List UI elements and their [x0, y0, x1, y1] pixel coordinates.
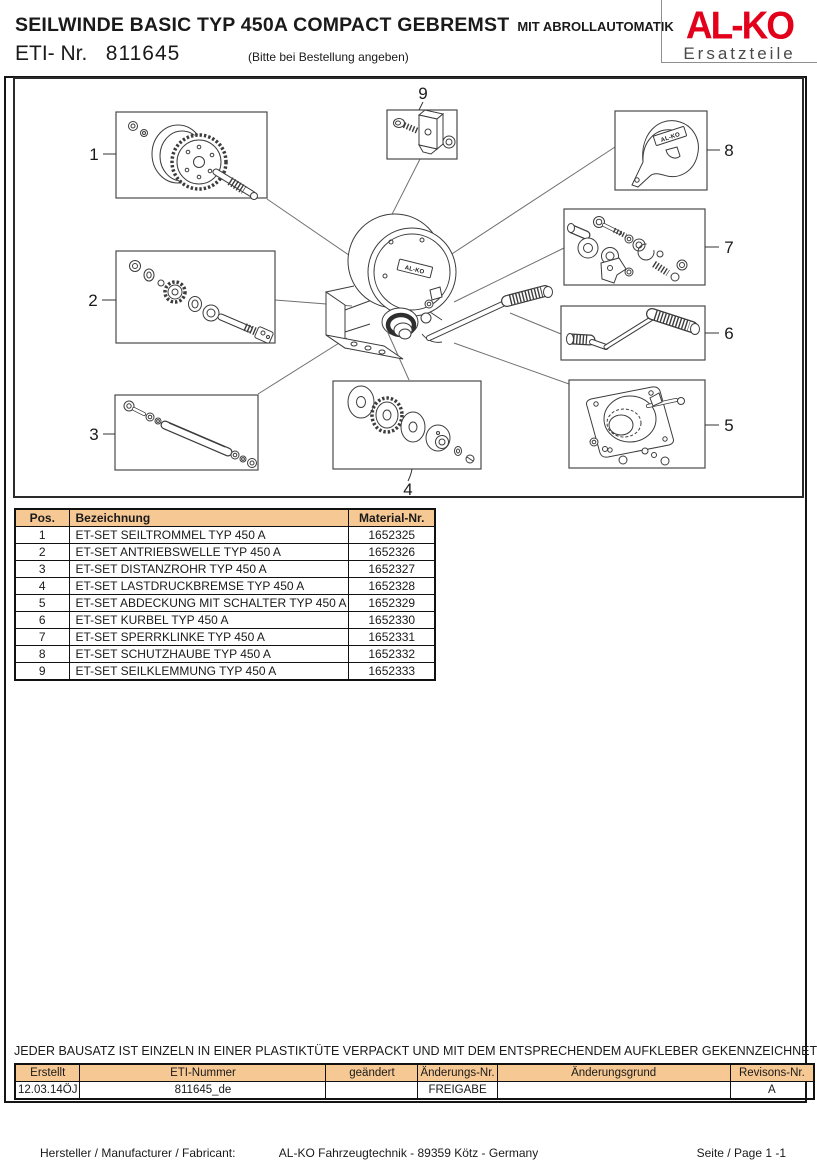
eti-label: ETI- Nr. — [15, 42, 88, 65]
winch-assembly-drawing — [326, 214, 553, 359]
revision-value-5: A — [730, 1082, 814, 1100]
manufacturer-label: Hersteller / Manufacturer / Fabricant: — [40, 1146, 236, 1160]
cell-pos: 4 — [15, 578, 69, 595]
part-drawing-kurbel — [567, 314, 700, 347]
callout-label-1: 1 — [89, 145, 99, 164]
callout-label-5: 5 — [724, 416, 734, 435]
callout-label-2: 2 — [88, 291, 98, 310]
revision-header-2: geändert — [326, 1064, 418, 1082]
cell-name: ET-SET SEILTROMMEL TYP 450 A — [69, 527, 349, 544]
parts-table — [14, 508, 436, 681]
table-row — [15, 646, 435, 663]
table-row — [15, 663, 435, 681]
hood-sticker-text: AL-KO — [660, 131, 682, 144]
revision-table — [14, 1063, 815, 1100]
cell-pos: 1 — [15, 527, 69, 544]
part-drawing-seilklemmung — [394, 110, 456, 154]
revision-value-2 — [326, 1082, 418, 1100]
part-drawing-seiltrommel — [129, 122, 258, 200]
cell-material: 1652328 — [349, 578, 435, 595]
revision-table-head-row — [15, 1064, 814, 1082]
cell-pos: 8 — [15, 646, 69, 663]
table-row — [15, 595, 435, 612]
table-row — [15, 544, 435, 561]
cell-pos: 5 — [15, 595, 69, 612]
cell-pos: 2 — [15, 544, 69, 561]
cell-pos: 3 — [15, 561, 69, 578]
callout-label-7: 7 — [724, 238, 734, 257]
cell-material: 1652333 — [349, 663, 435, 681]
part-drawing-distanzrohr — [124, 401, 257, 468]
cell-name: ET-SET ABDECKUNG MIT SCHALTER TYP 450 A — [69, 595, 349, 612]
part-drawing-lastdruckbremse — [348, 386, 474, 463]
cell-name: ET-SET SEILKLEMMUNG TYP 450 A — [69, 663, 349, 681]
cell-pos: 7 — [15, 629, 69, 646]
callout-label-8: 8 — [724, 141, 734, 160]
cell-name: ET-SET ANTRIEBSWELLE TYP 450 A — [69, 544, 349, 561]
revision-header-0: Erstellt — [15, 1064, 80, 1082]
revision-header-3: Änderungs-Nr. — [418, 1064, 497, 1082]
company-address: AL-KO Fahrzeugtechnik - 89359 Kötz - Germany — [278, 1146, 539, 1160]
cell-material: 1652332 — [349, 646, 435, 663]
revision-value-0: 12.03.14ÖJ — [15, 1082, 80, 1100]
callout-label-9: 9 — [418, 84, 428, 103]
parts-table-body — [15, 527, 435, 681]
cell-name: ET-SET KURBEL TYP 450 A — [69, 612, 349, 629]
cell-name: ET-SET DISTANZROHR TYP 450 A — [69, 561, 349, 578]
cell-material: 1652330 — [349, 612, 435, 629]
parts-table-header-row — [15, 509, 435, 527]
table-row — [15, 612, 435, 629]
document-title-suffix: MIT ABROLLAUTOMATIK — [517, 19, 674, 34]
callout-label-6: 6 — [724, 324, 734, 343]
revision-value-4 — [497, 1082, 730, 1100]
cell-name: ET-SET SPERRKLINKE TYP 450 A — [69, 629, 349, 646]
table-row — [15, 629, 435, 646]
part-drawing-schutzhaube — [632, 121, 698, 187]
document-title: SEILWINDE BASIC TYP 450A COMPACT GEBREMST — [15, 14, 510, 36]
cell-material: 1652331 — [349, 629, 435, 646]
part-drawing-abdeckung — [587, 387, 685, 465]
cell-material: 1652325 — [349, 527, 435, 544]
page-title — [15, 14, 674, 37]
column-header-bezeichnung: Bezeichnung — [69, 509, 349, 527]
cell-material: 1652329 — [349, 595, 435, 612]
winch-sticker-text: AL-KO — [403, 265, 425, 276]
exploded-diagram — [13, 77, 804, 498]
revision-header-5: Revisons-Nr. — [730, 1064, 814, 1082]
revision-header-1: ETI-Nummer — [80, 1064, 326, 1082]
column-header-material-nr: Material-Nr. — [349, 509, 435, 527]
cell-pos: 9 — [15, 663, 69, 681]
order-note: (Bitte bei Bestellung angeben) — [248, 50, 409, 64]
part-drawing-sperrklinke — [568, 217, 688, 284]
revision-value-1: 811645_de — [80, 1082, 326, 1100]
packing-note: JEDER BAUSATZ IST EINZELN IN EINER PLASTIKTÜTE VERPACKT UND MIT DEM ENTSPRECHENDEM AUFKLEBER GEKENNZEICHNET — [14, 1044, 817, 1058]
part-drawing-antriebswelle — [130, 261, 274, 344]
eti-number-row — [15, 42, 180, 66]
cell-material: 1652326 — [349, 544, 435, 561]
column-header-pos: Pos. — [15, 509, 69, 527]
table-row — [15, 527, 435, 544]
cell-name: ET-SET SCHUTZHAUBE TYP 450 A — [69, 646, 349, 663]
alko-logo-box — [661, 0, 817, 63]
revision-value-3: FREIGABE — [418, 1082, 497, 1100]
cell-name: ET-SET LASTDRUCKBREMSE TYP 450 A — [69, 578, 349, 595]
page-indicator: Seite / Page 1 -1 — [696, 1146, 786, 1160]
revision-header-4: Änderungsgrund — [497, 1064, 730, 1082]
alko-logo-subtext: Ersatzteile — [683, 44, 796, 63]
table-row — [15, 578, 435, 595]
cell-pos: 6 — [15, 612, 69, 629]
callout-label-4: 4 — [403, 480, 413, 496]
callout-label-3: 3 — [89, 425, 99, 444]
revision-table-value-row — [15, 1082, 814, 1100]
cell-material: 1652327 — [349, 561, 435, 578]
eti-number: 811645 — [105, 42, 181, 65]
exploded-diagram-svg — [15, 79, 802, 496]
table-row — [15, 561, 435, 578]
alko-logo: AL-KO — [685, 4, 794, 47]
